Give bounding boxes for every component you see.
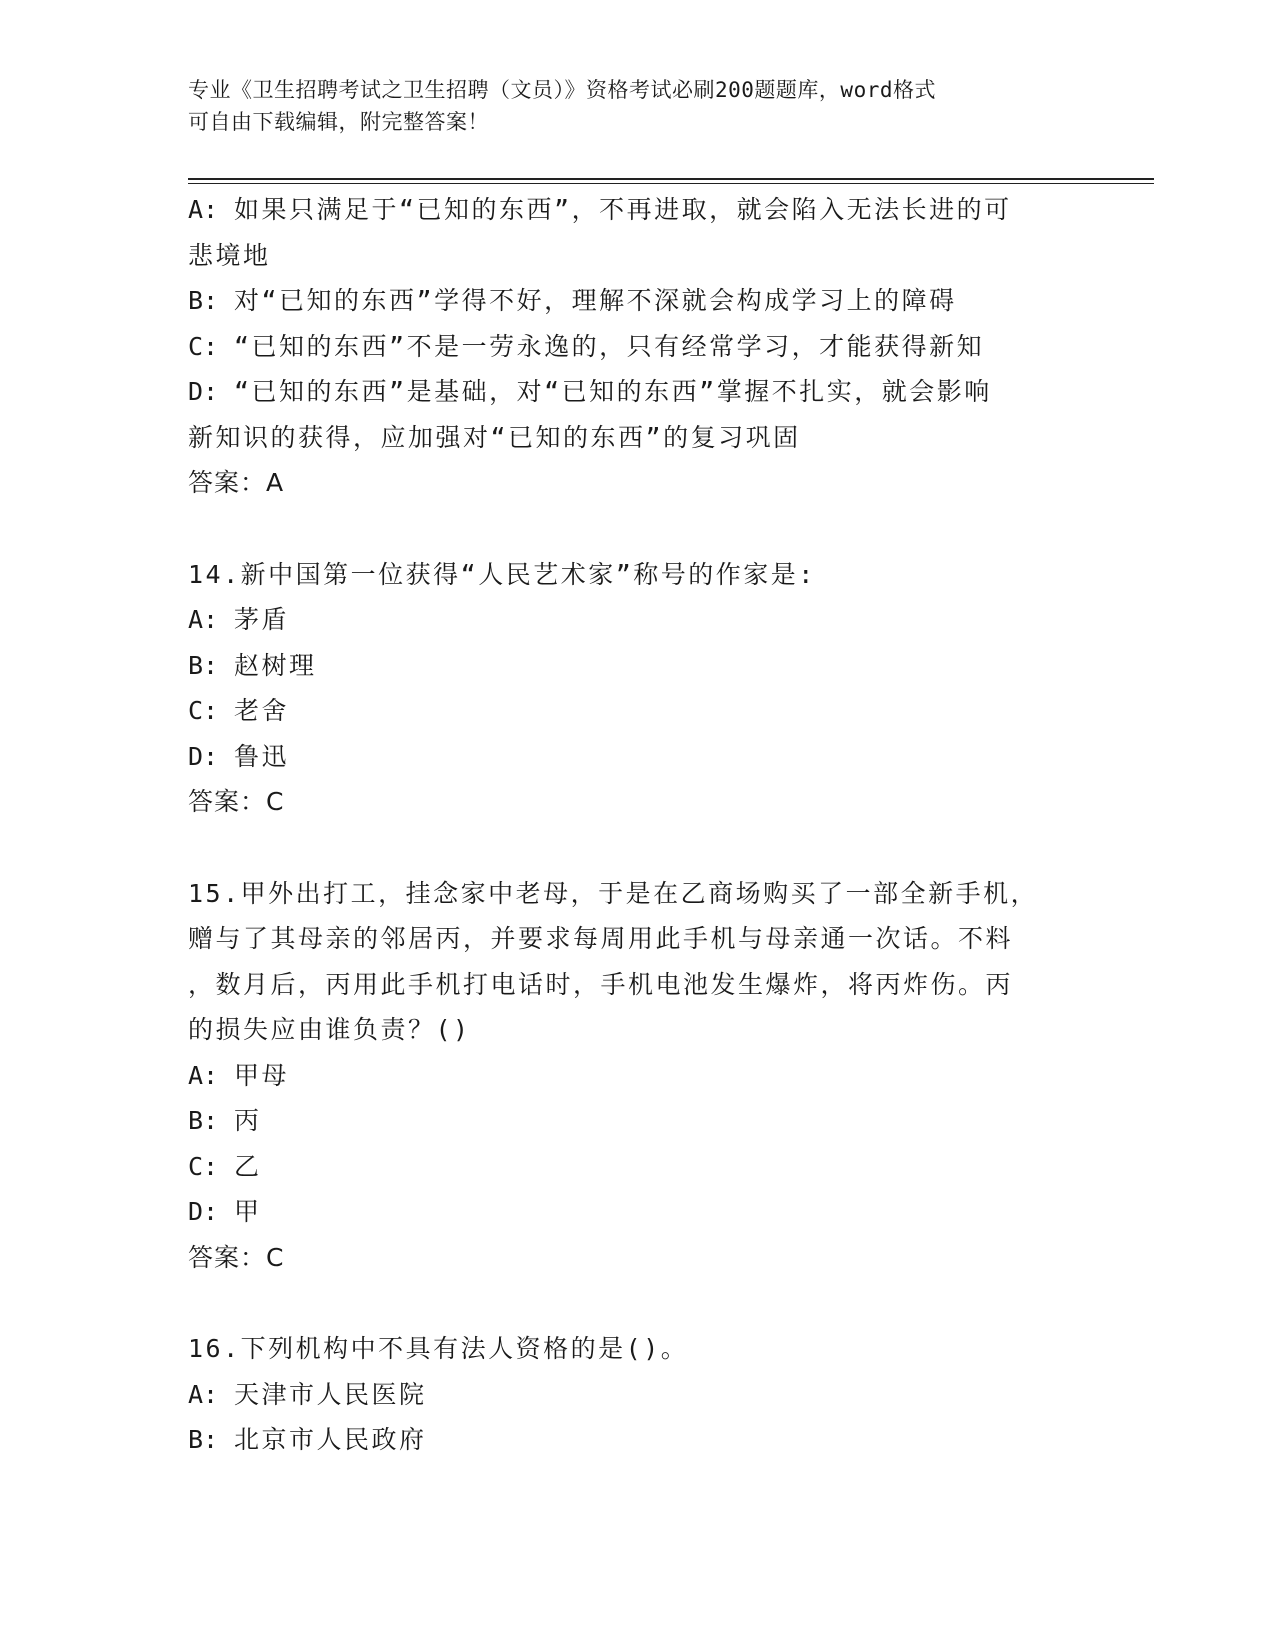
option-b: B: 赵树理 bbox=[188, 650, 317, 680]
option-d-continued: 新知识的获得，应加强对“已知的东西”的复习巩固 bbox=[188, 422, 801, 452]
option-a: A: 茅盾 bbox=[188, 605, 290, 634]
header-divider-thin bbox=[188, 183, 1154, 184]
header-line-2: 可自由下载编辑，附完整答案！ bbox=[188, 110, 489, 134]
question-text-line-4: 的损失应由谁负责？() bbox=[188, 1015, 471, 1044]
question-text: 16.下列机构中不具有法人资格的是()。 bbox=[188, 1334, 689, 1363]
header-line-1: 专业《卫生招聘考试之卫生招聘（文员）》资格考试必刷200题题库，word格式 bbox=[188, 78, 936, 102]
answer-line: 答案：C bbox=[188, 1242, 285, 1272]
question-list bbox=[188, 187, 1088, 1463]
option-d: D: 甲 bbox=[188, 1197, 262, 1226]
spacer bbox=[188, 825, 1088, 871]
option-a: A: 甲母 bbox=[188, 1060, 290, 1090]
option-a: A: 如果只满足于“已知的东西”，不再进取，就会陷入无法长进的可 bbox=[188, 195, 1012, 224]
option-d: D: 鲁迅 bbox=[188, 741, 290, 771]
option-a: A: 天津市人民医院 bbox=[188, 1379, 427, 1409]
header-divider-thick bbox=[188, 178, 1154, 180]
question-text-line-1: 15.甲外出打工，挂念家中老母，于是在乙商场购买了一部全新手机， bbox=[188, 878, 1039, 908]
spacer bbox=[188, 506, 1088, 552]
option-c: C: 老舍 bbox=[188, 696, 290, 725]
spacer bbox=[188, 1280, 1088, 1326]
document-header bbox=[188, 74, 1068, 138]
question-13 bbox=[188, 187, 1088, 506]
option-b: B: 对“已知的东西”学得不好，理解不深就会构成学习上的障碍 bbox=[188, 286, 957, 315]
option-a-continued: 悲境地 bbox=[188, 240, 271, 270]
option-c: C: “已知的东西”不是一劳永逸的，只有经常学习，才能获得新知 bbox=[188, 331, 985, 361]
question-text: 14.新中国第一位获得“人民艺术家”称号的作家是: bbox=[188, 559, 816, 589]
option-b: B: 北京市人民政府 bbox=[188, 1425, 427, 1454]
question-text-line-2: 赠与了其母亲的邻居丙，并要求每周用此手机与母亲通一次话。不料 bbox=[188, 924, 1014, 953]
question-16 bbox=[188, 1326, 1088, 1463]
question-15 bbox=[188, 871, 1088, 1281]
question-text-line-3: ，数月后，丙用此手机打电话时，手机电池发生爆炸，将丙炸伤。丙 bbox=[188, 969, 1014, 999]
option-c: C: 乙 bbox=[188, 1151, 262, 1181]
option-b: B: 丙 bbox=[188, 1106, 262, 1135]
answer-line: 答案：C bbox=[188, 787, 285, 816]
answer-line: 答案：A bbox=[188, 468, 285, 497]
question-14 bbox=[188, 552, 1088, 825]
option-d: D: “已知的东西”是基础，对“已知的东西”掌握不扎实，就会影响 bbox=[188, 377, 992, 406]
